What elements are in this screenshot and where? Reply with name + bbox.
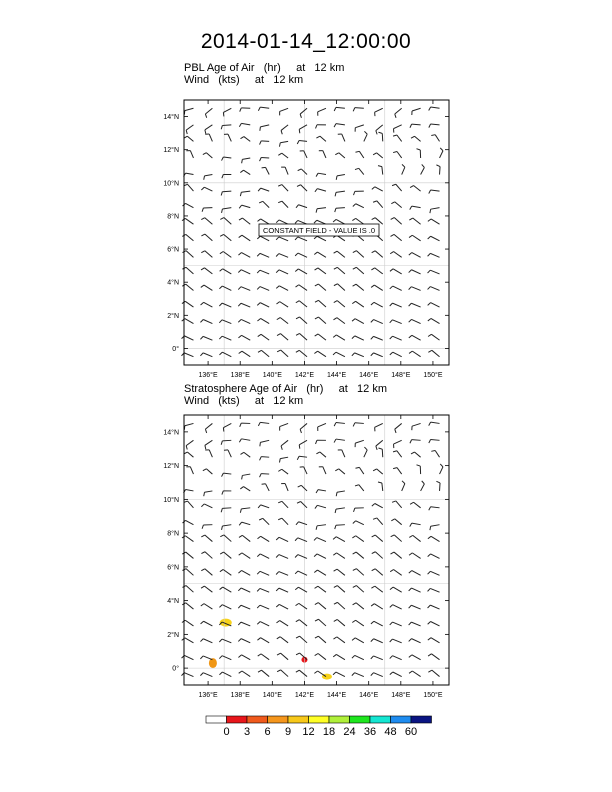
x-tick-label: 150°E	[423, 692, 443, 699]
colorbar-boxes	[206, 716, 432, 723]
y-tick-label: 2°N	[167, 312, 179, 320]
y-tick-label: 2°N	[167, 631, 179, 639]
y-tick-label: 10°N	[163, 496, 179, 504]
age-region	[209, 658, 217, 668]
x-tick-label: 148°E	[391, 372, 411, 379]
wind-barb-shaft	[336, 525, 345, 526]
x-tick-label: 140°E	[262, 692, 282, 699]
y-tick-label: 8°N	[167, 213, 179, 221]
panel1-subtitle-line1: PBL Age of Air (hr) at 12 km	[184, 62, 345, 74]
x-tick-label: 146°E	[359, 692, 379, 699]
x-tick-label: 144°E	[326, 372, 347, 379]
panel2-subtitle-line1: Stratosphere Age of Air (hr) at 12 km	[184, 383, 387, 395]
colorbar-label: 9	[284, 726, 292, 738]
wind-barb-shaft	[440, 167, 441, 175]
wind-barb-shaft	[261, 141, 269, 142]
wind-barb-flag	[260, 442, 261, 446]
colorbar-label: 12	[302, 726, 315, 738]
wind-barb-shaft	[222, 125, 231, 126]
panel1-chart	[150, 95, 470, 385]
colorbar-label: 24	[343, 726, 356, 738]
colorbar-label: 3	[243, 726, 251, 738]
wind-barb-shaft	[355, 108, 364, 109]
x-tick-label: 148°E	[391, 692, 411, 699]
colorbar-labels	[223, 726, 417, 738]
colorbar-label: 6	[264, 726, 271, 738]
wind-barb-shaft	[355, 423, 364, 424]
wind-barb-shaft	[440, 483, 441, 491]
x-tick-label: 140°E	[262, 372, 282, 379]
colorbar-box	[350, 716, 371, 723]
wind-barb-shaft	[336, 208, 345, 209]
wind-barb-flag	[299, 445, 300, 449]
y-tick-label: 14°N	[163, 429, 179, 437]
x-tick-label: 136°E	[198, 692, 218, 699]
panel2-subtitle-line2: Wind (kts) at 12 km	[184, 395, 304, 407]
x-tick-label: 144°E	[326, 692, 347, 699]
wind-barb-shaft	[222, 191, 231, 192]
y-tick-label: 0°	[172, 345, 179, 353]
y-tick-label: 12°N	[163, 147, 179, 155]
colorbar-label: 60	[404, 726, 418, 738]
x-tick-label: 142°E	[294, 692, 315, 699]
y-tick-label: 6°N	[167, 564, 179, 572]
colorbar-label: 18	[322, 726, 336, 738]
wind-barb-shaft	[412, 124, 421, 125]
y-tick-label: 12°N	[163, 463, 179, 471]
colorbar-box	[309, 716, 330, 723]
colorbar-label: 36	[363, 726, 377, 738]
panel2-plot-area	[184, 415, 449, 685]
x-tick-label: 142°E	[294, 372, 315, 379]
page-title: 2014-01-14_12:00:00	[200, 30, 412, 53]
colorbar-box	[391, 716, 412, 723]
wind-barb-shaft	[222, 508, 231, 509]
x-tick-label: 138°E	[230, 372, 250, 379]
wind-barb-flag	[299, 129, 300, 133]
y-tick-label: 0°	[172, 665, 179, 673]
colorbar-label: 0	[223, 726, 230, 738]
x-tick-label: 136°E	[198, 372, 218, 379]
colorbar-box	[329, 716, 350, 723]
colorbar	[195, 712, 445, 744]
colorbar-box	[206, 716, 227, 723]
y-tick-label: 4°N	[167, 279, 179, 287]
y-tick-label: 10°N	[163, 180, 179, 188]
x-tick-label: 138°E	[230, 692, 250, 699]
panel1-subtitle-line2: Wind (kts) at 12 km	[184, 74, 304, 86]
x-tick-label: 150°E	[423, 372, 443, 379]
colorbar-box	[247, 716, 268, 723]
wind-barb-flag	[260, 127, 261, 131]
x-tick-label: 146°E	[359, 372, 379, 379]
y-tick-label: 4°N	[167, 598, 179, 606]
wind-barb-shaft	[261, 457, 269, 458]
wind-barb-shaft	[222, 440, 231, 441]
y-tick-label: 14°N	[163, 114, 179, 122]
panel2-chart	[150, 410, 470, 705]
colorbar-box	[227, 716, 248, 723]
colorbar-box	[288, 716, 309, 723]
constant-field-label: CONSTANT FIELD - VALUE IS .0	[262, 226, 376, 235]
colorbar-label: 48	[384, 726, 397, 738]
y-tick-label: 8°N	[167, 530, 179, 538]
wind-barb-shaft	[412, 440, 421, 441]
colorbar-box	[370, 716, 391, 723]
y-tick-label: 6°N	[167, 246, 179, 254]
colorbar-box	[268, 716, 289, 723]
colorbar-box	[411, 716, 432, 723]
